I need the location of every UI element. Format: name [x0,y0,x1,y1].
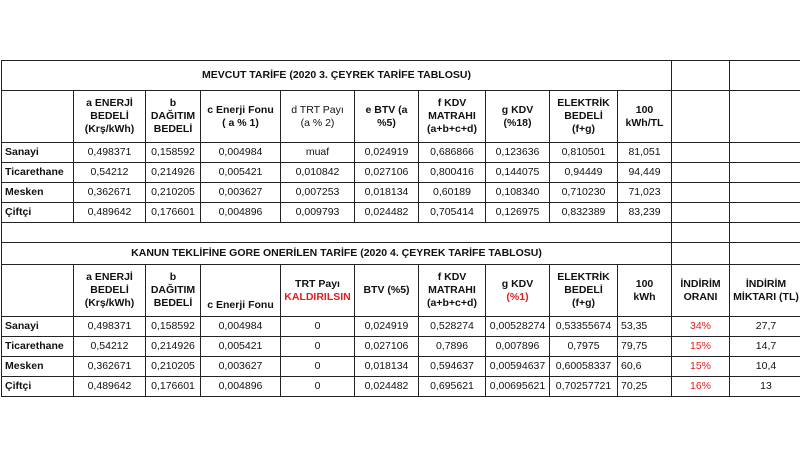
empty-cell [730,163,800,183]
table-row [2,317,800,337]
empty-cell [672,163,730,183]
cell: 0,362671 [74,357,146,377]
cell: 0,007253 [281,183,355,203]
spacer-row [2,223,800,243]
cell: 0,024482 [355,377,419,397]
empty-cell [672,91,730,143]
cell: 0,003627 [201,183,281,203]
cell: 0,705414 [419,203,486,223]
row-label: Çiftçi [2,203,74,223]
row-label: Ticarethane [2,163,74,183]
col-header-energy: a ENERJİ BEDELİ (Krş/kWh) [74,91,146,143]
row-label: Sanayi [2,143,74,163]
table-row [2,377,800,397]
col-header-energy: a ENERJİ BEDELİ (Krş/kWh) [74,265,146,317]
cell: 0,158592 [146,143,201,163]
col-header-kdv: g KDV (%18) [486,91,550,143]
empty-cell [730,203,800,223]
discount-amount: 14,7 [730,337,800,357]
cell: 0,126975 [486,203,550,223]
col-header-discount-rate: İNDİRİM ORANI [672,265,730,317]
cell: 0,489642 [74,203,146,223]
table1-header-row [2,91,800,143]
cell: 0,214926 [146,163,201,183]
cell: 0,54212 [74,337,146,357]
cell: 0,210205 [146,183,201,203]
cell: 0,54212 [74,163,146,183]
discount-rate: 15% [672,337,730,357]
empty-cell [730,223,800,243]
cell: 0,018134 [355,183,419,203]
cell: 0,810501 [550,143,618,163]
table-row [2,183,800,203]
empty-cell [730,143,800,163]
cell: 0 [281,377,355,397]
row-label: Mesken [2,357,74,377]
kdv-rate-note: (%1) [506,290,529,303]
cell: 0,686866 [419,143,486,163]
empty-cell [730,243,800,265]
table-row [2,357,800,377]
cell: 0,003627 [201,357,281,377]
col-header-energy-fund: c Enerji Fonu ( a % 1) [201,91,281,143]
empty-cell [672,183,730,203]
cell: 0,210205 [146,357,201,377]
table-row [2,143,800,163]
col-header-trt: TRT Payı KALDIRILSIN [281,265,355,317]
cell: 0,53355674 [550,317,618,337]
cell: 0 [281,357,355,377]
cell: 0,176601 [146,203,201,223]
col-header-distribution: b DAĞITIM BEDELİ [146,91,201,143]
cell: 0,024919 [355,317,419,337]
cell: 81,051 [618,143,672,163]
cell: 0,108340 [486,183,550,203]
cell: 0,004984 [201,143,281,163]
cell: 79,75 [618,337,672,357]
cell: 83,239 [618,203,672,223]
col-header-btv: e BTV (a %5) [355,91,419,143]
cell: 0,176601 [146,377,201,397]
col-header-electricity-fee: ELEKTRİK BEDELİ (f+g) [550,265,618,317]
col-header-distribution: b DAĞITIM BEDELİ [146,265,201,317]
cell: 0 [281,337,355,357]
cell: 0,024482 [355,203,419,223]
cell: 0,362671 [74,183,146,203]
row-label: Çiftçi [2,377,74,397]
empty-cell [672,223,730,243]
empty-cell [2,223,672,243]
cell: 0,010842 [281,163,355,183]
col-header-kdv-base: f KDV MATRAHI (a+b+c+d) [419,91,486,143]
cell: 0,004896 [201,203,281,223]
col-header-energy-fund: c Enerji Fonu [201,265,281,317]
row-label: Ticarethane [2,337,74,357]
discount-rate: 16% [672,377,730,397]
cell: 0,027106 [355,163,419,183]
cell: 70,25 [618,377,672,397]
table-row [2,337,800,357]
table2-title-row [2,243,800,265]
cell: 0,005421 [201,337,281,357]
cell: 0,004984 [201,317,281,337]
cell: 0 [281,317,355,337]
cell: 53,35 [618,317,672,337]
row-label: Sanayi [2,317,74,337]
cell: 0,94449 [550,163,618,183]
col-header-electricity-fee: ELEKTRİK BEDELİ (f+g) [550,91,618,143]
cell: 94,449 [618,163,672,183]
table1-title-row [2,61,800,91]
cell: 0,60189 [419,183,486,203]
cell: 0,498371 [74,143,146,163]
cell: 60,6 [618,357,672,377]
empty-cell [672,203,730,223]
cell: 0,009793 [281,203,355,223]
empty-cell [730,61,800,91]
empty-cell [672,143,730,163]
cell: muaf [281,143,355,163]
cell: 0,005421 [201,163,281,183]
cell: 0,70257721 [550,377,618,397]
cell: 0,00594637 [486,357,550,377]
empty-cell [672,61,730,91]
col-header-100kwh: 100 kWh [618,265,672,317]
col-header-trt: d TRT Payı (a % 2) [281,91,355,143]
col-header-btv: BTV (%5) [355,265,419,317]
row-label: Mesken [2,183,74,203]
cell: 0,710230 [550,183,618,203]
cell: 0,695621 [419,377,486,397]
cell: 0,00528274 [486,317,550,337]
col-header-discount-amount: İNDİRİM MİKTARI (TL) [730,265,800,317]
empty-cell [730,183,800,203]
cell: 71,023 [618,183,672,203]
trt-removed-note: KALDIRILSIN [284,290,351,303]
cell: 0,158592 [146,317,201,337]
discount-amount: 27,7 [730,317,800,337]
table1-title: MEVCUT TARİFE (2020 3. ÇEYREK TARİFE TABLOSU) [2,61,672,91]
cell: 0,7896 [419,337,486,357]
table2-header-row [2,265,800,317]
cell: 0,7975 [550,337,618,357]
table2-title: KANUN TEKLİFİNE GORE ONERİLEN TARİFE (2020 4. ÇEYREK TARİFE TABLOSU) [2,243,672,265]
cell: 0,018134 [355,357,419,377]
cell: 0,123636 [486,143,550,163]
cell: 0,832389 [550,203,618,223]
discount-rate: 34% [672,317,730,337]
row-label-header [2,265,74,317]
empty-cell [672,243,730,265]
cell: 0,800416 [419,163,486,183]
empty-cell [730,91,800,143]
col-header-kdv: g KDV (%1) [486,265,550,317]
cell: 0,60058337 [550,357,618,377]
discount-rate: 15% [672,357,730,377]
cell: 0,007896 [486,337,550,357]
cell: 0,528274 [419,317,486,337]
discount-amount: 13 [730,377,800,397]
table-row [2,163,800,183]
cell: 0,498371 [74,317,146,337]
cell: 0,594637 [419,357,486,377]
table-row [2,203,800,223]
tariff-table [1,60,800,397]
cell: 0,027106 [355,337,419,357]
cell: 0,489642 [74,377,146,397]
row-label-header [2,91,74,143]
cell: 0,004896 [201,377,281,397]
col-header-kdv-base: f KDV MATRAHI (a+b+c+d) [419,265,486,317]
discount-amount: 10,4 [730,357,800,377]
cell: 0,144075 [486,163,550,183]
cell: 0,00695621 [486,377,550,397]
cell: 0,214926 [146,337,201,357]
cell: 0,024919 [355,143,419,163]
col-header-100kwh: 100 kWh/TL [618,91,672,143]
